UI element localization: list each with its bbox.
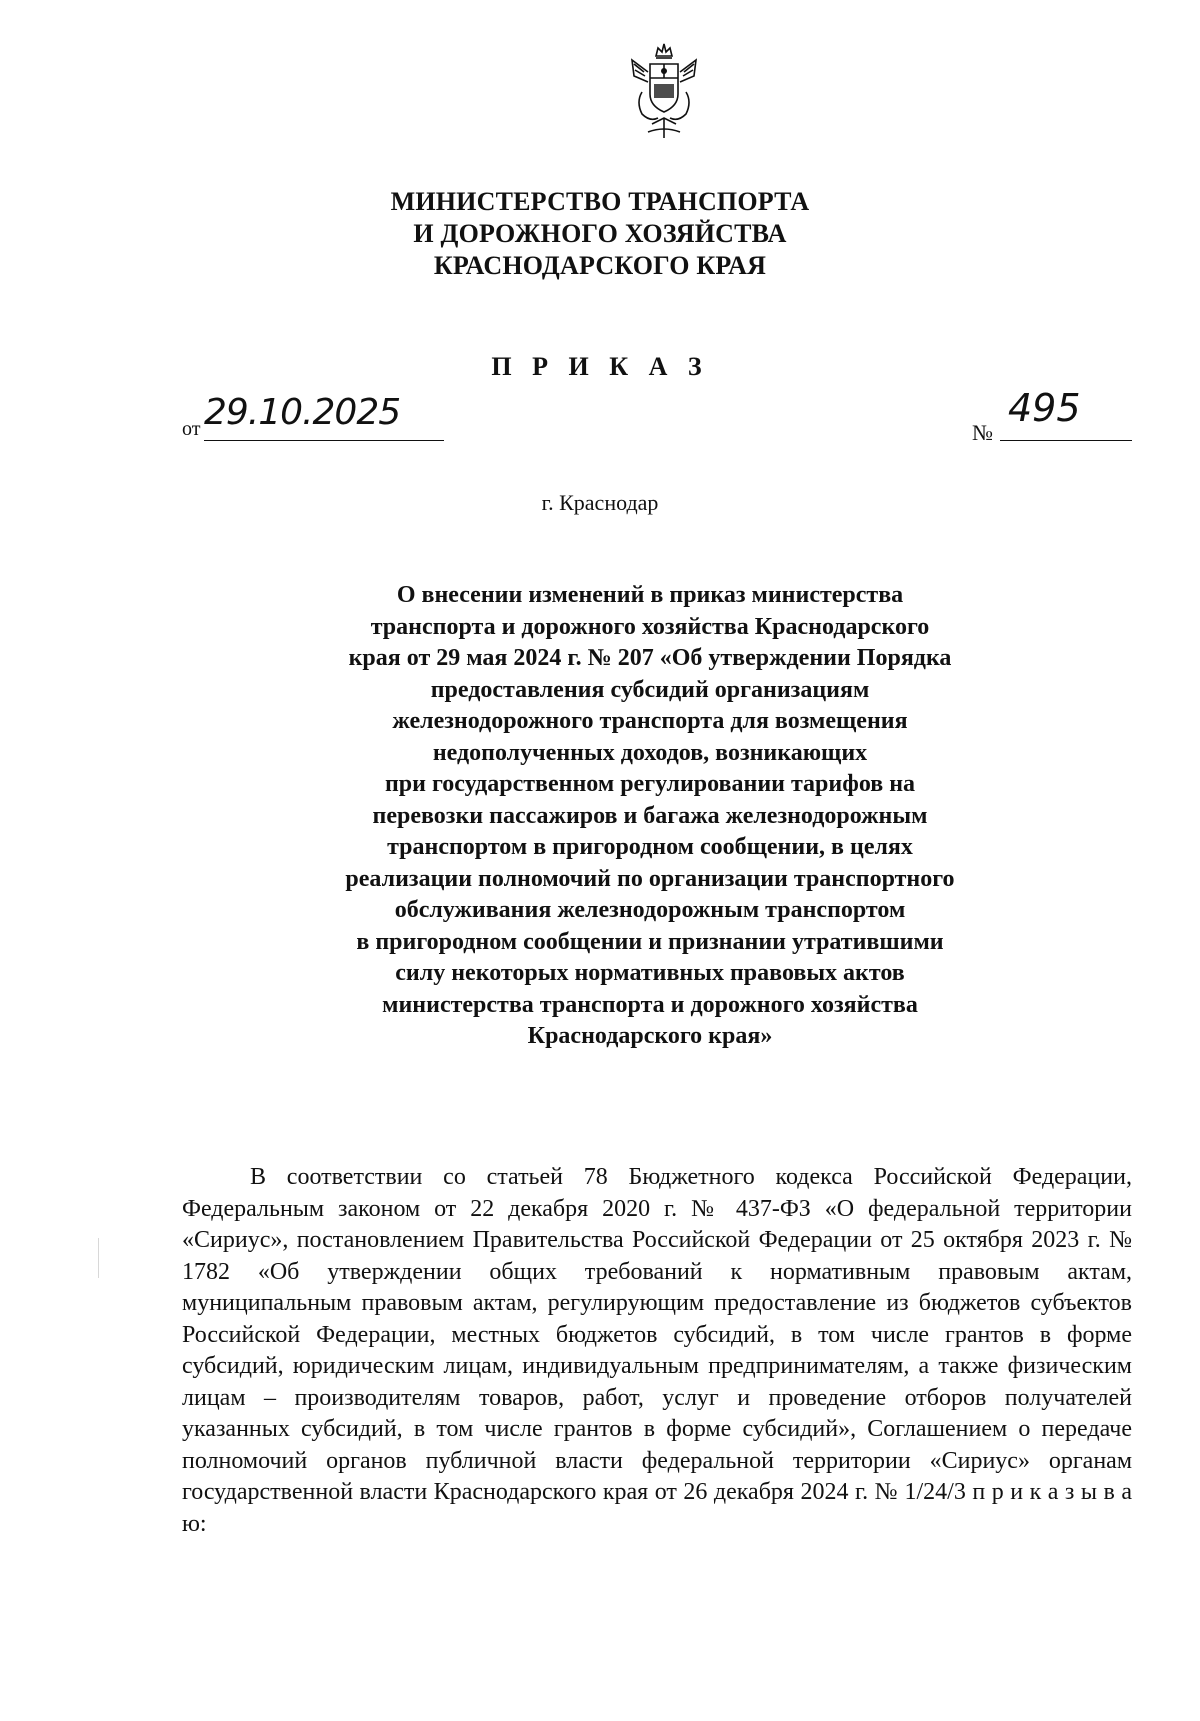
date-underline (204, 440, 444, 441)
subject-line: недополученных доходов, возникающих (432, 739, 868, 766)
city-name: г. Краснодар (541, 490, 659, 515)
subject-line: при государственном регулировании тарифов на (384, 771, 916, 797)
order-date-handwritten: 29.10.2025 (204, 392, 401, 433)
body-text: В соответствии со статьей 78 Бюджетного кодекса Российской Федерации, Федеральным законом от 22 декабря 2020 г. № 437-ФЗ «О федеральной территории «Сириус», постановлением Правительства Российской Федерации от 25 октября 2023 г. № 1782 «Об утверждении общих требований к нормативным правовым актам, муниципальным правовым актам, регулирующим предоставление из бюджетов субъектов Российской Федерации, местных бюджетов субсидий, в том числе грантов в форме субсидий, юридическим лицам, индивидуальным предпринимателям, а также физическим лицам – производителям товаров, работ, услуг и проведение отборов получателей указанных субсидий, в том числе грантов в форме субсидий», Соглашением о передаче полномочий органов публичной власти федеральной территории «Сириус» органам государственной власти Краснодарского края от 26 декабря 2024 г. № 1/24/3 (182, 1164, 1132, 1505)
order-number-handwritten: 495 (1008, 386, 1081, 430)
subject-line: О внесении изменений в приказ министерства (396, 582, 904, 608)
ministry-line: КРАСНОДАРСКОГО КРАЯ (433, 251, 767, 280)
ministry-name (300, 186, 900, 282)
date-prefix: от (182, 418, 201, 440)
subject-line: в пригородном сообщении и признании утратившими (356, 928, 944, 955)
krasnodar-coat-of-arms-icon (628, 42, 700, 142)
subject-line: Краснодарского края» (527, 1023, 773, 1049)
subject-line: транспорта и дорожного хозяйства Краснодарского (370, 613, 930, 640)
ministry-line: И ДОРОЖНОГО ХОЗЯЙСТВА (413, 219, 787, 248)
subject-line: перевозки пассажиров и багажа железнодорожным (372, 802, 928, 829)
subject-line: предоставления субсидий организациям (430, 676, 870, 703)
document-type-title: П Р И К А З (491, 352, 709, 381)
scan-margin-mark (98, 1238, 99, 1278)
order-subject (290, 580, 1010, 1053)
subject-line: министерства транспорта и дорожного хозяйства (382, 991, 918, 1018)
subject-line: транспортом в пригородном сообщении, в целях (387, 834, 913, 860)
number-prefix: № (972, 420, 993, 445)
order-directive: п р и к а з ы в а ю: (182, 1479, 1133, 1537)
number-underline (1000, 440, 1132, 441)
subject-line: края от 29 мая 2024 г. № 207 «Об утверждении Порядка (348, 645, 952, 671)
subject-line: реализации полномочий по организации транспортного (345, 865, 955, 892)
subject-line: железнодорожного транспорта для возмещения (392, 708, 908, 734)
subject-line: силу некоторых нормативных правовых актов (395, 960, 905, 986)
subject-line: обслуживания железнодорожным транспортом (394, 897, 906, 923)
ministry-line: МИНИСТЕРСТВО ТРАНСПОРТА (390, 187, 810, 216)
body-paragraph (182, 1162, 1132, 1540)
